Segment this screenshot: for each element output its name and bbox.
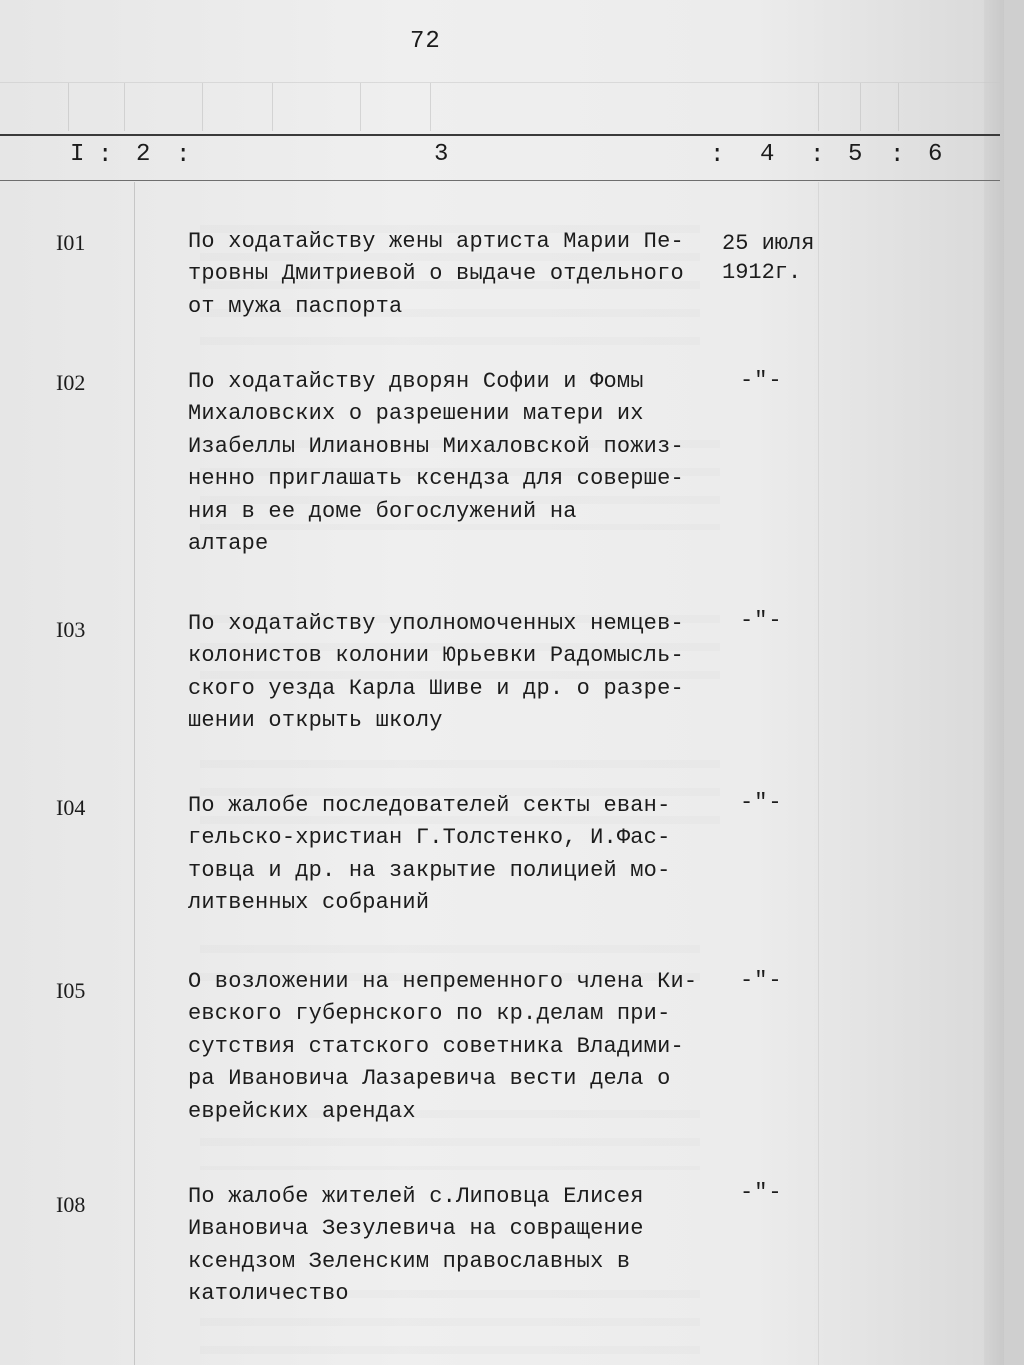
entry-text-line: Михаловских о разрешении матери их bbox=[188, 401, 644, 427]
column-divider bbox=[818, 182, 819, 1365]
entry-description bbox=[188, 790, 728, 920]
entry-text-line: алтаре bbox=[188, 531, 269, 557]
header-bottom-rule bbox=[0, 180, 1000, 181]
entry-description bbox=[188, 966, 728, 1128]
entry-number: I02 bbox=[56, 370, 86, 395]
entry-text-line: сутствия статского советника Владими- bbox=[188, 1033, 684, 1059]
entry-description bbox=[188, 1181, 728, 1311]
column-header-2: 2 bbox=[136, 141, 151, 168]
entry-text-line: Ивановича Зезулевича на совращение bbox=[188, 1216, 644, 1242]
entry-description bbox=[188, 608, 728, 738]
entry-date-line: 1912г. bbox=[722, 260, 802, 285]
ditto-mark: -"- bbox=[740, 608, 783, 633]
entry-text-line: евского губернского по кр.делам при- bbox=[188, 1001, 671, 1027]
entry-text-line: ра Ивановича Лазаревича вести дела о bbox=[188, 1066, 671, 1092]
ditto-mark: -"- bbox=[740, 790, 783, 815]
entry-text-line: По жалобе последователей секты еван- bbox=[188, 793, 671, 818]
entry-text-line: По ходатайству дворян Софии и Фомы bbox=[188, 369, 644, 394]
entry-text-line: гельско-христиан Г.Толстенко, И.Фас- bbox=[188, 825, 671, 851]
entry-text-line: ксендзом Зеленским православных в bbox=[188, 1248, 631, 1274]
entry-date bbox=[722, 229, 814, 287]
page-edge bbox=[984, 0, 1004, 1365]
entry-number: I08 bbox=[56, 1192, 86, 1217]
column-separator: : bbox=[890, 142, 905, 169]
header-top-rule bbox=[0, 134, 1000, 136]
entry-number: I05 bbox=[56, 978, 86, 1003]
entry-text-line: ского уезда Карла Шиве и др. о разре- bbox=[188, 675, 684, 701]
column-header-3: 3 bbox=[434, 141, 449, 168]
ditto-mark: -"- bbox=[740, 968, 783, 993]
column-separator: : bbox=[810, 142, 825, 169]
ditto-mark: -"- bbox=[740, 368, 783, 393]
faded-header-divider bbox=[124, 83, 125, 131]
faded-header-divider bbox=[68, 83, 69, 131]
ditto-mark: -"- bbox=[740, 1180, 783, 1205]
entry-text-line: шении открыть школу bbox=[188, 708, 443, 734]
faded-header-divider bbox=[430, 83, 431, 131]
column-header-5: 5 bbox=[848, 141, 863, 168]
entry-text-line: ненно приглашать ксендза для соверше- bbox=[188, 466, 684, 492]
column-separator: : bbox=[176, 142, 191, 169]
entry-text-line: колонистов колонии Юрьевки Радомысль- bbox=[188, 643, 684, 669]
entry-text-line: Изабеллы Илиановны Михаловской пожиз- bbox=[188, 433, 684, 459]
entry-text-line: еврейских арендах bbox=[188, 1098, 416, 1124]
page-number: 72 bbox=[410, 28, 441, 55]
faded-header-divider bbox=[898, 83, 899, 131]
faded-header-divider bbox=[818, 83, 819, 131]
column-header-1: I bbox=[70, 141, 85, 168]
column-separator: : bbox=[710, 142, 725, 169]
entry-text-line: от мужа паспорта bbox=[188, 293, 403, 319]
faded-header-divider bbox=[272, 83, 273, 131]
faded-header-divider bbox=[860, 83, 861, 131]
entry-text-line: По ходатайству уполномоченных немцев- bbox=[188, 611, 684, 636]
entry-text-line: О возложении на непременного члена Ки- bbox=[188, 969, 698, 994]
entry-date-line: 25 июля bbox=[722, 231, 815, 256]
entry-text-line: католичество bbox=[188, 1281, 349, 1307]
entry-description bbox=[188, 226, 728, 323]
entry-number: I01 bbox=[56, 230, 86, 255]
entry-number: I03 bbox=[56, 617, 86, 642]
faded-table-header bbox=[0, 82, 1000, 135]
entry-text-line: По ходатайству жены артиста Марии Пе- bbox=[188, 229, 684, 254]
entry-text-line: ния в ее доме богослужений на bbox=[188, 498, 577, 524]
entry-description bbox=[188, 366, 728, 560]
entry-text-line: По жалобе жителей с.Липовца Елисея bbox=[188, 1184, 644, 1209]
column-header-6: 6 bbox=[928, 141, 943, 168]
entry-text-line: литвенных собраний bbox=[188, 890, 430, 916]
column-divider bbox=[134, 182, 135, 1365]
entry-text-line: товца и др. на закрытие полицией мо- bbox=[188, 857, 671, 883]
faded-header-divider bbox=[360, 83, 361, 131]
entry-text-line: тровны Дмитриевой о выдаче отдельного bbox=[188, 261, 684, 287]
column-header-4: 4 bbox=[760, 141, 775, 168]
column-separator: : bbox=[98, 142, 113, 169]
entry-number: I04 bbox=[56, 795, 86, 820]
faded-header-divider bbox=[202, 83, 203, 131]
